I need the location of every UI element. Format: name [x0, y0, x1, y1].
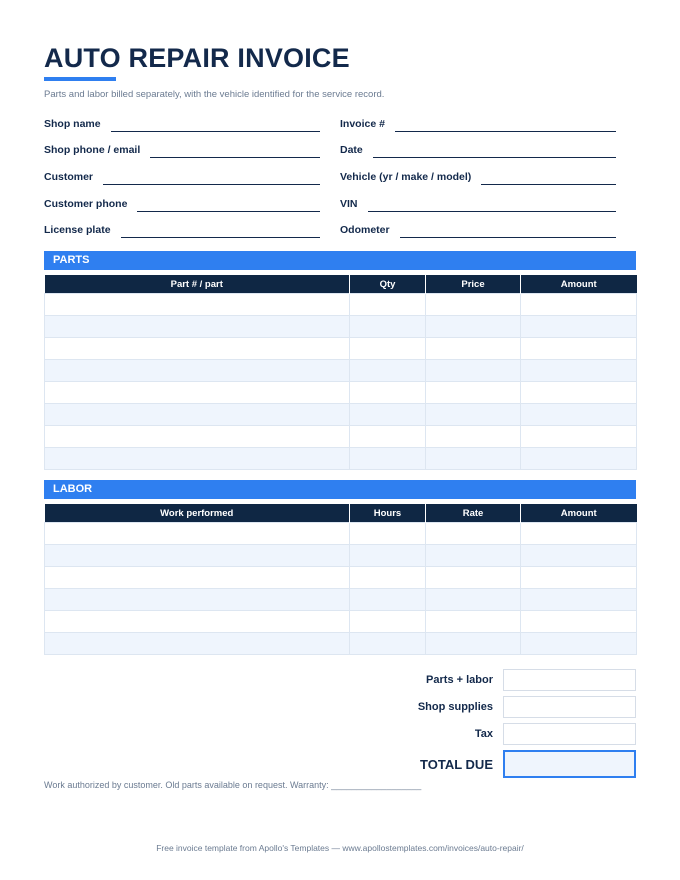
table-cell[interactable]: [45, 567, 350, 589]
table-cell[interactable]: [521, 523, 637, 545]
table-cell[interactable]: [350, 338, 426, 360]
table-row: [45, 567, 637, 589]
table-cell[interactable]: [426, 294, 521, 316]
table-cell[interactable]: [45, 404, 350, 426]
field-vin[interactable]: [340, 185, 616, 212]
field-input-line[interactable]: [373, 156, 616, 158]
column-header: Amount: [521, 504, 637, 523]
table-cell[interactable]: [350, 545, 426, 567]
total-due-row: [380, 749, 636, 779]
field-customer-phone[interactable]: [44, 185, 320, 212]
field-input-line[interactable]: [481, 183, 616, 185]
title-accent-bar: [44, 77, 116, 81]
table-cell[interactable]: [521, 382, 637, 404]
field-label: License plate: [44, 224, 111, 237]
column-header: Rate: [426, 504, 521, 523]
table-cell[interactable]: [521, 426, 637, 448]
table-cell[interactable]: [350, 523, 426, 545]
table-cell[interactable]: [45, 633, 350, 655]
table-cell[interactable]: [350, 360, 426, 382]
table-cell[interactable]: [426, 523, 521, 545]
table-row: [45, 360, 637, 382]
field-input-line[interactable]: [103, 183, 320, 185]
shop-supplies-row: [380, 693, 636, 720]
table-cell[interactable]: [45, 360, 350, 382]
field-label: Invoice #: [340, 117, 385, 130]
authorization-note: Work authorized by customer. Old parts available on request. Warranty: __________________: [44, 780, 422, 790]
parts-section-header: PARTS: [44, 251, 636, 270]
table-cell[interactable]: [426, 567, 521, 589]
column-header: Price: [426, 275, 521, 294]
invoice-subtitle: Parts and labor billed separately, with the vehicle identified for the service record.: [44, 89, 385, 100]
column-header: Work performed: [45, 504, 350, 523]
table-row: [45, 611, 637, 633]
parts-header-row: [45, 275, 637, 294]
total-due-field[interactable]: [503, 750, 636, 778]
table-cell[interactable]: [45, 545, 350, 567]
labor-header-row: [45, 504, 637, 523]
invoice-title: AUTO REPAIR INVOICE: [44, 43, 350, 73]
table-cell[interactable]: [521, 316, 637, 338]
table-cell[interactable]: [426, 382, 521, 404]
shop-supplies-field[interactable]: [503, 696, 636, 718]
table-cell[interactable]: [45, 611, 350, 633]
field-shop-phone-email[interactable]: [44, 132, 320, 159]
field-label: Customer: [44, 171, 94, 184]
field-input-line[interactable]: [137, 210, 320, 212]
table-row: [45, 382, 637, 404]
table-cell[interactable]: [426, 611, 521, 633]
table-cell[interactable]: [521, 545, 637, 567]
field-invoice-number[interactable]: [340, 105, 616, 132]
totals-block: [380, 666, 636, 779]
table-cell[interactable]: [521, 360, 637, 382]
table-row: [45, 316, 637, 338]
field-label: Odometer: [340, 224, 390, 237]
table-cell[interactable]: [45, 589, 350, 611]
table-row: [45, 404, 637, 426]
table-cell[interactable]: [426, 448, 521, 470]
table-cell[interactable]: [350, 611, 426, 633]
table-cell[interactable]: [426, 360, 521, 382]
tax-field[interactable]: [503, 723, 636, 745]
table-cell[interactable]: [426, 338, 521, 360]
table-cell[interactable]: [45, 338, 350, 360]
parts-rows: [45, 294, 637, 470]
table-cell[interactable]: [521, 567, 637, 589]
field-vehicle[interactable]: [340, 158, 616, 185]
shop-supplies-label: Shop supplies: [417, 700, 493, 713]
table-cell[interactable]: [350, 316, 426, 338]
table-row: [45, 338, 637, 360]
subtotal-field[interactable]: [503, 669, 636, 691]
parts-table: [44, 275, 637, 470]
table-cell[interactable]: [350, 567, 426, 589]
table-cell[interactable]: [521, 338, 637, 360]
table-row: [45, 426, 637, 448]
field-input-line[interactable]: [111, 130, 320, 132]
table-cell[interactable]: [426, 404, 521, 426]
column-header: Part # / part: [45, 275, 350, 294]
template-credit: Free invoice template from Apollo's Templates — www.apollostemplates.com/invoices/auto-repair/: [156, 843, 524, 853]
field-input-line[interactable]: [368, 210, 616, 212]
table-row: [45, 294, 637, 316]
subtotal-label: Parts + labor: [426, 673, 493, 686]
table-row: [45, 589, 637, 611]
field-input-line[interactable]: [121, 236, 320, 238]
table-cell[interactable]: [45, 382, 350, 404]
field-shop-name[interactable]: [44, 105, 320, 132]
column-header: Hours: [350, 504, 426, 523]
table-cell[interactable]: [521, 589, 637, 611]
table-cell[interactable]: [426, 589, 521, 611]
table-cell[interactable]: [521, 633, 637, 655]
table-cell[interactable]: [350, 589, 426, 611]
field-label: Vehicle (yr / make / model): [340, 171, 472, 184]
table-cell[interactable]: [350, 633, 426, 655]
field-input-line[interactable]: [395, 130, 616, 132]
table-cell[interactable]: [350, 382, 426, 404]
table-cell[interactable]: [45, 523, 350, 545]
tax-row: [380, 720, 636, 747]
labor-table: [44, 504, 637, 655]
table-cell[interactable]: [426, 426, 521, 448]
field-odometer[interactable]: [340, 212, 616, 239]
field-license-plate[interactable]: [44, 212, 320, 239]
column-header: Amount: [521, 275, 637, 294]
table-row: [45, 448, 637, 470]
total-due-label: TOTAL DUE: [420, 756, 493, 772]
subtotal-row: [380, 666, 636, 693]
field-date[interactable]: [340, 132, 616, 159]
table-row: [45, 523, 637, 545]
table-row: [45, 633, 637, 655]
table-cell[interactable]: [350, 404, 426, 426]
table-cell[interactable]: [426, 545, 521, 567]
labor-section-header: LABOR: [44, 480, 636, 499]
table-row: [45, 545, 637, 567]
field-label: Shop name: [44, 117, 101, 130]
table-cell[interactable]: [350, 426, 426, 448]
field-label: Date: [340, 144, 363, 157]
table-cell[interactable]: [45, 294, 350, 316]
table-cell[interactable]: [350, 294, 426, 316]
table-cell[interactable]: [521, 294, 637, 316]
column-header: Qty: [350, 275, 426, 294]
table-cell[interactable]: [45, 316, 350, 338]
table-cell[interactable]: [45, 426, 350, 448]
table-cell[interactable]: [426, 316, 521, 338]
field-customer[interactable]: [44, 158, 320, 185]
table-cell[interactable]: [350, 448, 426, 470]
table-cell[interactable]: [521, 611, 637, 633]
field-input-line[interactable]: [150, 156, 320, 158]
labor-rows: [45, 523, 637, 655]
invoice-vehicle-fields: [340, 105, 616, 238]
table-cell[interactable]: [426, 633, 521, 655]
shop-customer-fields: [44, 105, 320, 238]
field-label: Customer phone: [44, 197, 128, 210]
field-label: Shop phone / email: [44, 144, 141, 157]
field-label: VIN: [340, 197, 358, 210]
tax-label: Tax: [474, 727, 493, 740]
table-cell[interactable]: [521, 448, 637, 470]
field-input-line[interactable]: [400, 236, 616, 238]
table-cell[interactable]: [521, 404, 637, 426]
table-cell[interactable]: [45, 448, 350, 470]
